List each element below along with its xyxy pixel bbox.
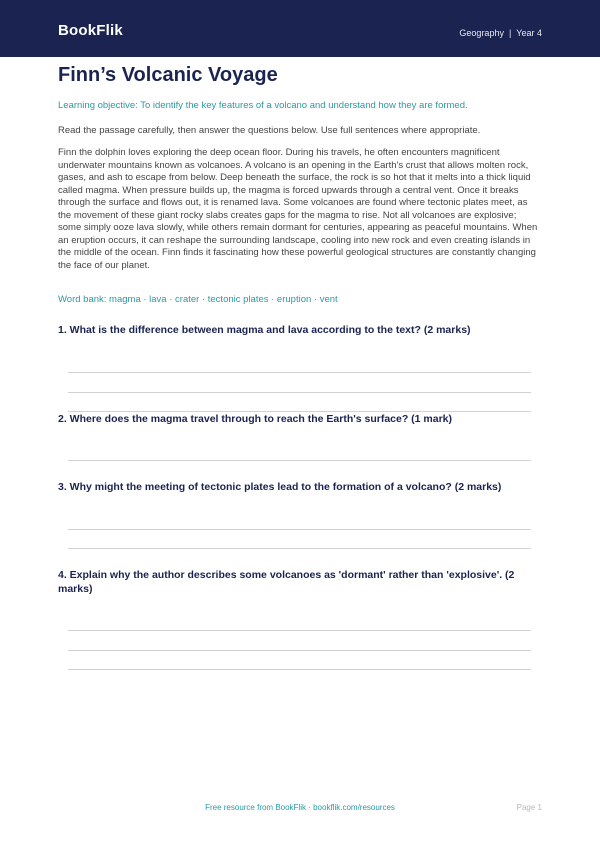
footer-link[interactable]: Free resource from BookFlik · bookflik.com/resources xyxy=(205,803,395,812)
subject-label: Geography xyxy=(459,28,504,38)
answer-line[interactable] xyxy=(68,630,531,631)
instructions: Read the passage carefully, then answer the questions below. Use full sentences where appropriate. xyxy=(58,125,481,136)
question-3: 3. Why might the meeting of tectonic plates lead to the formation of a volcano? (2 marks) xyxy=(58,481,502,493)
answer-line[interactable] xyxy=(68,529,531,530)
answer-line[interactable] xyxy=(68,392,531,393)
reading-passage: Finn the dolphin loves exploring the deep ocean floor. During his travels, he often encounters magnificent underwater mountains known as volcanoes. A volcano is an opening in the Earth's crust that allows molten rock, gases, and ash to escape from below. Deep beneath the surface, the rock is so hot that it melts into a thick liquid called magma. When pressure builds up, the magma is forced upwards through a central vent. Once it breaks through the surface and flows out, it is renamed lava. Some volcanoes are found where tectonic plates meet, as the movement of these giant rocky slabs creates gaps for the magma to rise. Not all volcanoes are explosive; some simply ooze lava slowly, while others remain dormant for centuries, appearing as peaceful mountains. When an eruption occurs, it can reshape the surrounding landscape, cooling into new rock and even creating islands in the middle of the ocean. Finn finds it fascinating how these powerful geological structures are constantly changing the face of our planet. xyxy=(58,147,538,271)
question-1: 1. What is the difference between magma and lava according to the text? (2 marks) xyxy=(58,324,471,336)
header-meta xyxy=(459,28,542,38)
brand-logo[interactable]: BookFlik xyxy=(58,22,123,39)
worksheet-title: Finn’s Volcanic Voyage xyxy=(58,64,278,86)
header-bar xyxy=(0,0,600,57)
header-separator: | xyxy=(508,28,512,38)
learning-objective: Learning objective: To identify the key features of a volcano and understand how they are formed. xyxy=(58,100,468,111)
answer-line[interactable] xyxy=(68,372,531,373)
word-bank: Word bank: magma · lava · crater · tectonic plates · eruption · vent xyxy=(58,294,338,305)
answer-line[interactable] xyxy=(68,548,531,549)
answer-line[interactable] xyxy=(68,460,531,461)
answer-line[interactable] xyxy=(68,650,531,651)
year-label: Year 4 xyxy=(516,28,542,38)
answer-line[interactable] xyxy=(68,669,531,670)
question-2: 2. Where does the magma travel through to reach the Earth's surface? (1 mark) xyxy=(58,413,453,425)
question-4: 4. Explain why the author describes some volcanoes as 'dormant' rather than 'explosive'. (2 marks) xyxy=(58,569,515,595)
page-number: Page 1 xyxy=(516,803,542,812)
